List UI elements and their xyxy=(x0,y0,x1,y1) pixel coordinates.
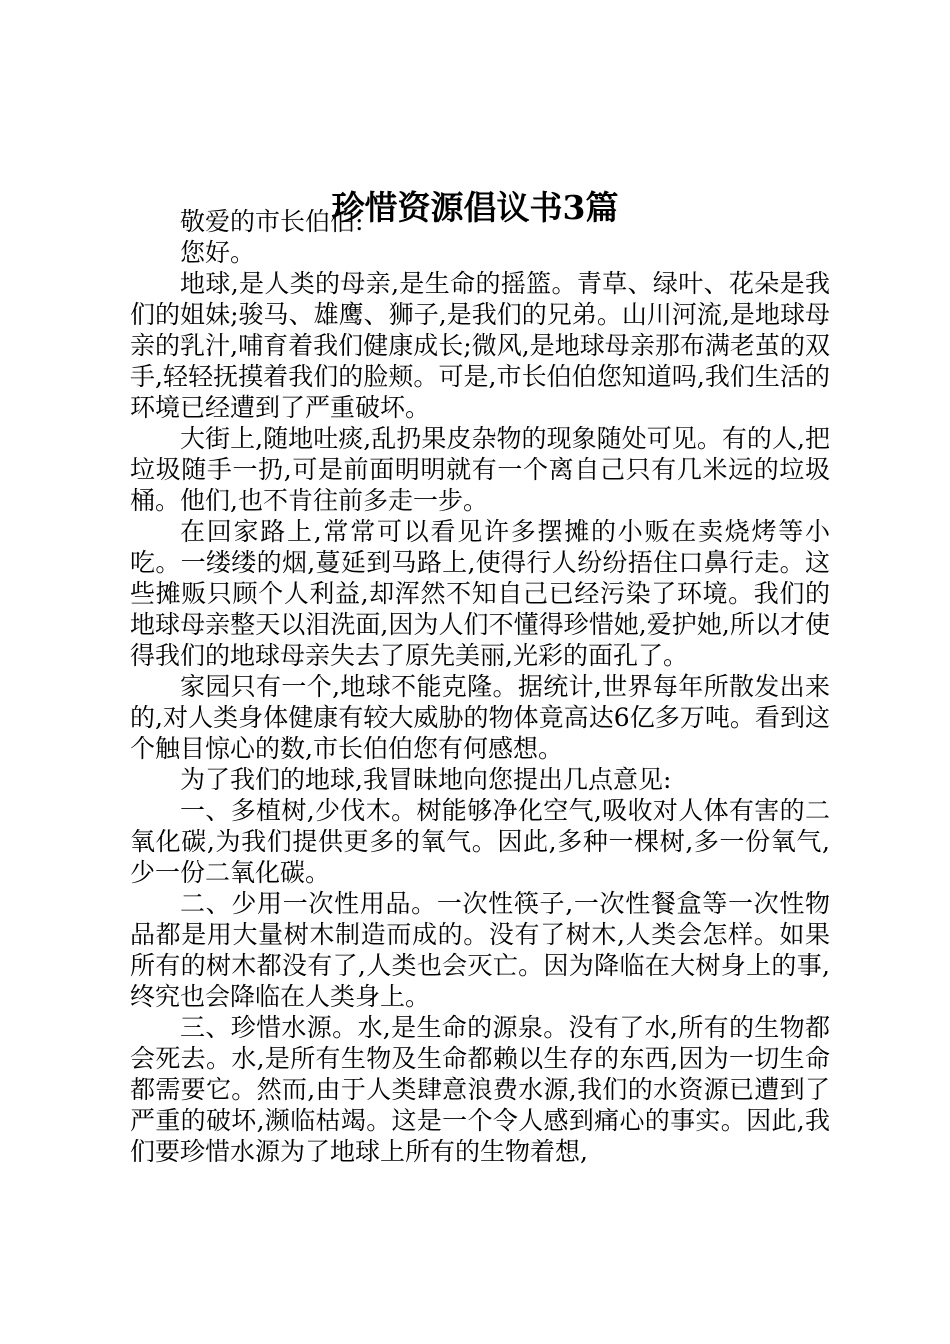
paragraph: 为了我们的地球,我冒昧地向您提出几点意见: xyxy=(180,765,672,794)
paragraph: 在回家路上,常常可以看见许多摆摊的小贩在卖烧烤等小吃。一缕缕的烟,蔓延到马路上,使得行人纷纷捂住口鼻行走。这些摊贩只顾个人利益,却浑然不知自己已经污染了环境。我们的地球母亲整天以泪洗面,因为人们不懂得珍惜她,爱护她,所以才使得我们的地球母亲失去了原先美丽,光彩的面孔了。 xyxy=(130,517,830,670)
salutation: 敬爱的市长伯伯: xyxy=(180,207,364,236)
suggestion-item: 二、少用一次性用品。一次性筷子,一次性餐盒等一次性物品都是用大量树木制造而成的。没有了树木,人类会怎样。如果所有的树木都没有了,人类也会灭亡。因为降临在大树身上的事,终究也会降临在人类身上。 xyxy=(130,889,830,1011)
suggestion-item: 一、多植树,少伐木。树能够净化空气,吸收对人体有害的二氧化碳,为我们提供更多的氧气。因此,多种一棵树,多一份氧气,少一份二氧化碳。 xyxy=(130,796,830,887)
document-body xyxy=(130,206,830,1167)
paragraph: 家园只有一个,地球不能克隆。据统计,世界每年所散发出来的,对人类身体健康有较大威胁的物体竟高达6亿多万吨。看到这个触目惊心的数,市长伯伯您有何感想。 xyxy=(130,672,830,763)
paragraph: 大街上,随地吐痰,乱扔果皮杂物的现象随处可见。有的人,把垃圾随手一扔,可是前面明明就有一个离自己只有几米远的垃圾桶。他们,也不肯往前多走一步。 xyxy=(130,424,830,515)
paragraph: 地球,是人类的母亲,是生命的摇篮。青草、绿叶、花朵是我们的姐妹;骏马、雄鹰、狮子,是我们的兄弟。山川河流,是地球母亲的乳汁,哺育着我们健康成长;微风,是地球母亲那布满老茧的双手,轻轻抚摸着我们的脸颊。可是,市长伯伯您知道吗,我们生活的环境已经遭到了严重破坏。 xyxy=(130,269,830,422)
suggestion-item: 三、珍惜水源。水,是生命的源泉。没有了水,所有的生物都会死去。水,是所有生物及生命都赖以生存的东西,因为一切生命都需要它。然而,由于人类肆意浪费水源,我们的水资源已遭到了严重的破坏,濒临枯竭。这是一个令人感到痛心的事实。因此,我们要珍惜水源为了地球上所有的生物着想, xyxy=(130,1013,830,1166)
greeting: 您好。 xyxy=(180,238,256,267)
document-title: 珍惜资源倡议书3篇 xyxy=(331,188,619,227)
